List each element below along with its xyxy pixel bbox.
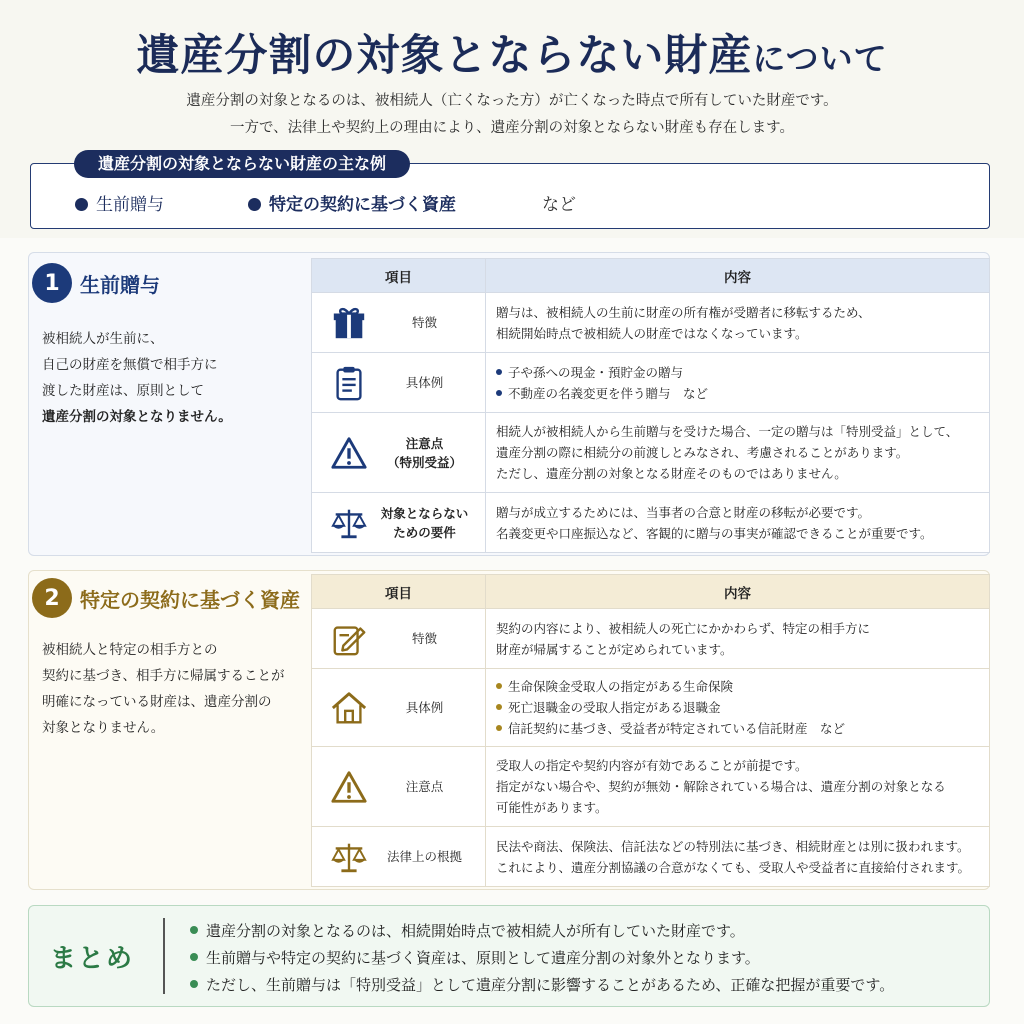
content-cell: 贈与は、被相続人の生前に財産の所有権が受贈者に移転するため、 相続開始時点で被相続人の財産ではなくなっています。 (486, 293, 990, 353)
table-row (312, 413, 990, 493)
table-row (312, 827, 990, 887)
table-row (312, 493, 990, 553)
content-cell: 契約の内容により、被相続人の死亡にかかわらず、特定の相手方に 財産が帰属することが定められています。 (486, 609, 990, 669)
example-item: 生前贈与 (75, 190, 164, 215)
examples-header: 遺産分割の対象とならない財産の主な例 (74, 150, 410, 178)
item-cell: 具体例 (312, 353, 486, 413)
summary-line: 遺産分割の対象となるのは、相続開始時点で被相続人が所有していた財産です。 (190, 920, 745, 941)
table-row (312, 353, 990, 413)
bullet-icon (496, 369, 502, 375)
page-title: 遺産分割の対象とならない財産について (136, 31, 888, 81)
content-cell: 生命保険金受取人の指定がある生命保険 死亡退職金の受取人指定がある退職金 信託契約に基づき、受益者が特定されている信託財産 など (486, 669, 990, 747)
section-title: 生前贈与 (80, 272, 160, 297)
examples-suffix: など (542, 195, 576, 215)
intro-line: 一方で、法律上や契約上の理由により、遺産分割の対象とならない財産も存在します。 (229, 120, 795, 136)
section-title: 特定の契約に基づく資産 (80, 587, 300, 612)
item-cell: 注意点 （特別受益） (312, 413, 486, 493)
column-header: 内容 (486, 259, 990, 293)
summary-line: 生前贈与や特定の契約に基づく資産は、原則として遺産分割の対象外となります。 (190, 947, 760, 968)
table-row (312, 747, 990, 827)
gift-icon (330, 304, 368, 342)
bullet-icon (75, 198, 88, 211)
section-description: 被相続人と特定の相手方との 契約に基づき、相手方に帰属することが 明確になっている財産は、遺産分割の 対象となりません。 (42, 642, 285, 736)
section1-table (311, 258, 990, 553)
item-cell: 法律上の根拠 (312, 827, 486, 887)
scales-icon (330, 504, 368, 542)
summary-line: ただし、生前贈与は「特別受益」として遺産分割に影響することがあるため、正確な把握が重要です。 (190, 974, 894, 995)
content-cell: 相続人が被相続人から生前贈与を受けた場合、一定の贈与は「特別受益」として、 遺産分割の際に相続分の前渡しとみなされ、考慮されることがあります。 ただし、遺産分割の対象となる財産そのものではありません。 (486, 413, 990, 493)
bullet-icon (496, 725, 502, 731)
summary-divider (163, 918, 165, 994)
section-heading (32, 263, 160, 303)
warning-icon (330, 434, 368, 472)
table-header-row (312, 575, 990, 609)
bullet-icon (190, 953, 198, 961)
item-cell: 具体例 (312, 669, 486, 747)
table-row (312, 609, 990, 669)
section-number: 2 (32, 578, 72, 618)
intro-line: 遺産分割の対象となるのは、被相続人（亡くなった方）が亡くなった時点で所有していた財産です。 (186, 93, 838, 109)
section2-table (311, 574, 990, 887)
bullet-icon (496, 390, 502, 396)
bullet-icon (496, 704, 502, 710)
warning-icon (330, 768, 368, 806)
content-cell: 贈与が成立するためには、当事者の合意と財産の移転が必要です。 名義変更や口座振込など、客観的に贈与の事実が確認できることが重要です。 (486, 493, 990, 553)
bullet-icon (496, 683, 502, 689)
column-header: 項目 (312, 259, 486, 293)
table-header-row (312, 259, 990, 293)
summary-title: まとめ (50, 944, 135, 974)
content-cell: 民法や商法、保険法、信託法などの特別法に基づき、相続財産とは別に扱われます。 これにより、遺産分割協議の合意がなくても、受取人や受益者に直接給付されます。 (486, 827, 990, 887)
section-heading (32, 578, 300, 618)
content-cell: 子や孫への現金・預貯金の贈与 不動産の名義変更を伴う贈与 など (486, 353, 990, 413)
scales-icon (330, 838, 368, 876)
example-item: 特定の契約に基づく資産 (248, 190, 456, 215)
section-description: 被相続人が生前に、 自己の財産を無償で相手方に 渡した財産は、原則として 遺産分割の対象となりません。 (42, 331, 232, 425)
item-cell: 特徴 (312, 293, 486, 353)
content-cell: 受取人の指定や契約内容が有効であることが前提です。 指定がない場合や、契約が無効・解除されている場合は、遺産分割の対象となる 可能性があります。 (486, 747, 990, 827)
item-cell: 特徴 (312, 609, 486, 669)
table-row (312, 293, 990, 353)
table-row (312, 669, 990, 747)
column-header: 内容 (486, 575, 990, 609)
contract-edit-icon (330, 620, 368, 658)
clipboard-icon (330, 364, 368, 402)
section-number: 1 (32, 263, 72, 303)
bullet-icon (190, 980, 198, 988)
item-cell: 対象とならない ための要件 (312, 493, 486, 553)
house-icon (330, 689, 368, 727)
bullet-icon (248, 198, 261, 211)
column-header: 項目 (312, 575, 486, 609)
bullet-icon (190, 926, 198, 934)
item-cell: 注意点 (312, 747, 486, 827)
